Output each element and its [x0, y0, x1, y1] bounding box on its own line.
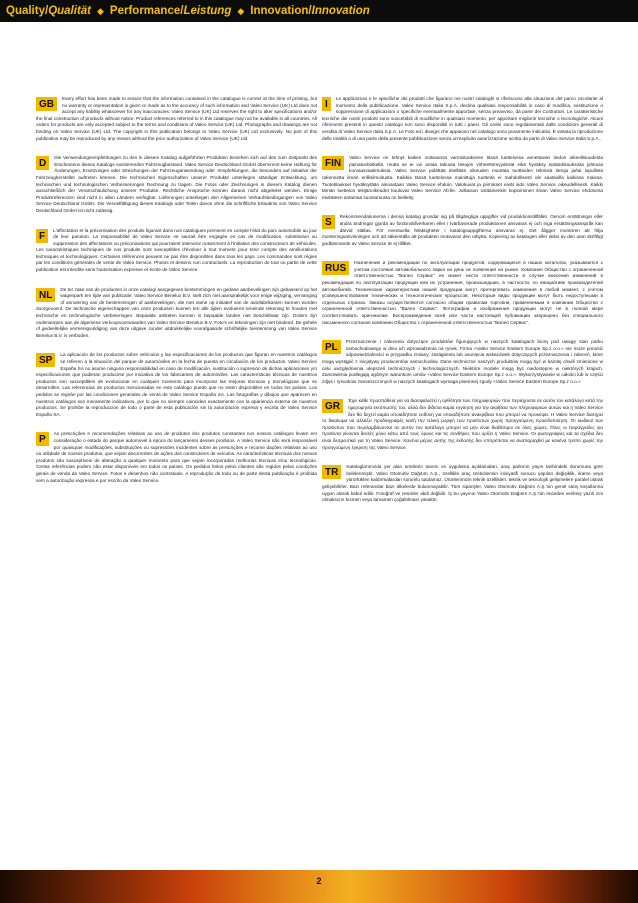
disclaimer-nl — [36, 287, 317, 340]
disclaimer-i — [322, 96, 603, 142]
language-badge: PL — [322, 340, 341, 354]
language-badge: SP — [36, 353, 55, 367]
disclaimer-gb — [36, 96, 317, 142]
disclaimer-text: La aplicación de los productos sobre vehículos y las especificaciones de los productos que figuran en nuestros catálogos se refieren a la situación del parque de automóviles en la fecha de puesta en circulación de los productos. Valeo Service España SA no asume ninguna responsabilidad en caso de modificación, sustitución o supresión de dichas aplicaciones y/o especificaciones que pudieran producirse por iniciativa de los fabricantes de automóviles. Las características técnicas de nuestros productos son susceptibles de evolucionar en cualquier momento para incorporar las mejoras técnicas y tecnológicas que se desarrollen. Las referencias de productos mencionadas en este catálogo puede que no estén disponibles en todos los países. Los pedidos se regirán por las condiciones generales de venta de Valeo Service España SA. Las fotografías y dibujos que aparecen en nuestros catálogos son meramente indicativos, por lo que no siempre coinciden exactamente con la apariencia externa de nuestros productos. Se prohíbe la reproducción de todo o parte de esta publicación sin la autorización expresa y escrita de Valeo Service España SA. — [36, 352, 317, 417]
diamond-icon: ◆ — [97, 5, 104, 16]
page-number: 2 — [316, 876, 322, 886]
disclaimer-text: Le applicazioni e le specifiche dei prodotti che figurano nei nostri cataloghi si riferiscono alla situazione del parco circolante al momento della pubblicazione. Valeo Service Italia S.p.A. declina qualsiasi responsabilità in caso di modifica, sostituzione o soppressione di applicazioni o specifiche eventualmente apportate, senza preavviso, da parte dei Costruttori. Le caratteristiche tecniche dei nostri prodotti sono suscettibili di modifiche in qualsiasi momento, per apportare migliorie tecniche o tecnologiche. Alcuni riferimenti presenti in questo catalogo non sono disponibili in tutti i paesi. Gli ordini sono regolamentati dalle condizioni generali di vendita di Valeo Service Italia S.p.A. Le Foto ed i disegni che appaiono nel catalogo sono puramente indicativi. È vietata la riproduzione delle totalità o di una parte della presente pubblicazione senza un'esplicita autorizzazione scritta da parte di Valeo Service Italia S.p.A.. — [322, 96, 603, 141]
right-column — [322, 96, 603, 517]
header-quality: Quality/Qualität — [6, 5, 91, 17]
disclaimer-tr — [322, 464, 603, 504]
disclaimer-s — [322, 214, 603, 247]
language-badge: RUS — [322, 261, 349, 275]
language-badge: TR — [322, 465, 341, 479]
disclaimer-text: Die Verwendungsempfehlungen zu den in diesem Katalog aufgeführten Produkten beziehen sich auf den zum Zeitpunkt des Erscheinens dieses Katalogs existierenden Fahrzeugbestand. Valeo Service Deutschland GmbH übernimmt keine Haftung für Änderungen, Ersetzungen oder Streichungen der Fahrzeuganwendung oder -Empfehlungen, die besonders auf Initiative der Fahrzeughersteller auftreten können. Die technischen Eigenschaften unserer Produkte unterliegen ständiger Entwicklung, um technischen und technologischen Verbesserungen Rechnung zu tragen. Die Fotos oder Zeichnungen in diesem Katalog dienen ausschließlich der Veranschaulichung unserer Produkte. Rechtliche Ansprüche können daraus nicht abgeleitet werden. Einige Produktreferenzen sind nicht in allen Ländern verfügbar. Lieferungen unterliegen den Allgemeinen Verkaufsbedingungen von Valeo Service Deutschland GmbH. Die Vervielfältigung dieses Katalogs oder Teilen davon ohne die schriftliche Erlaubnis von Valeo Service Deutschland GmbH ist nicht zulässig. — [36, 155, 317, 213]
disclaimer-f — [36, 228, 317, 274]
header-innovation: Innovation/Innovation — [250, 5, 370, 17]
disclaimer-text: Rekommendationerna i denna katalog grundar sig på tillgängliga uppgifter vid produktionstillfället. Genom ersättningar eller andra ändringar gjorda av fordonstillverkaren eller i tvärbaserade produktionen ansvaras ej och inga ersättningsanspråk kan därvid ställas. För eventuella felaktigheter i katalogsuppgifterna ansvaras ej. Det åligger montören att följa monteringsanvisningen och att säkerställa att produkten motsvarar den utbytta. Kopiering av katalogen eller delar av den utan skriftligt godkännande av Valeo Service är ej tillåtet. — [322, 214, 603, 246]
disclaimer-d — [36, 155, 317, 214]
disclaimer-rus — [322, 260, 603, 326]
disclaimer-text: Przeznaczenie i zalecenia dotyczące produktów figurujących w naszych katalogach biorą pod uwagę stan parku samochodowego w dniu ich wprowadzenia na rynek. Firma «Valeo Service Eastern Europe Sp.z o.o.» nie może ponosić odpowiedzialności w przypadku zmiany, zastąpienia lub usunięcia wskazówek dotyczących przeznaczenia i zaleceń, które mogą wystąpić z inicjatywy producentów samochodów. Dane techniczne naszych produktów mogą być w każdej chwili zmienione w celu uwzględnienia ulepszeń technicznych i technologicznych. Niektóre modele mogą być niedostępne w niektórych krajach. Zamówienia podlegają ogólnym warunkom umów «Valeo Service Eastern Europe Sp.z o.o.». Wykorzystywanie w całości lub w części zdjęć i rysunków zamieszczonych w naszych katalogach wymaga pisemnej zgody «Valeo Service Eastern Europe Sp.z o.o.» — [322, 339, 603, 384]
disclaimer-text: Έχει κάθε προσπάθεια για να διασφαλιστεί η ορθότητα των πληροφοριών που περιέχονται σε αυτόν τον κατάλογο κατά την ημερομηνία εκτύπωσής του, αλλά δεν δίδεται καμία εγγύηση για την ακρίβεια των πληροφοριών αυτών και η Valeo Service δεν θα δεχτεί καμία οποιαδήποτε ευθύνη για οποιαδήποτε ανακρίβεια που μπορεί να προκύψει. Η Valeo Service διατηρεί το δικαίωμα να αλλάζει προδιαγραφές και/ή την τελική μορφή των προϊόντων χωρίς προηγούμενη προειδοποίηση. Οι κωδικοί των προϊόντων που περιλαμβάνονται σε αυτόν τον κατάλογο μπορεί να μην είναι διαθέσιμοι σε όλες χώρες. Όλες οι παραγγελίες για προϊόντα γίνονται δεκτές μόνο κάτω από τους όρους και τις συνθήκες που ορίζει η Valeo Service. Οι φωτογραφίες και τα σχέδια δεν είναι δεσμευτικά για τη Valeo Service. Κανένα μέρος αυτής της έκδοσης δεν επιτρέπεται να αναπαραχθεί με κανένα τρόπο χωρίς την προηγούμενη έγκριση της Valeo Service. — [322, 398, 603, 450]
disclaimer-p — [36, 431, 317, 484]
disclaimer-pl — [322, 339, 603, 385]
disclaimer-text: De ter zake van de producten in onze catalogi aangegeven bestemmingen en gedane aanbevelingen zijn gebaseerd op het wagenpark ten tijde van publicatie. Valeo Service Benelux B.V. stelt zich niet aansprakelijk voor enige wijziging, vervanging of annulering van de bestemmingen of aanbevelingen, die met name op initiatief van de autofabrikanten kunnen worden doorgevoerd. De technische eigenschappen van onze producten kunnen ten alle tijden evolueren teneinde rekening te houden met technische en technologische verbeteringen. Bepaalde artikelen kunnen in bepaalde landen niet beschikbaar zijn. Orders zijn onderworpen aan de algemene verkoopvoorwaarden van Valeo Service Benelux B.V. Foto's en tekeningen zijn niet bindend. De gehele of gedeeltelijke vermenigvuldiging van deze uitgave zonder uitdrukkelijke voorafgaande schriftelijke toestemming van Valeo Service Benelux B.V. is verboden. — [36, 286, 317, 338]
disclaimer-text: Every effort has been made to ensure that the information contained in the catalogue is correct at the time of printing, but no warranty or representation is given or made as to the accuracy of such information and Valeo Service (UK) Ltd does not accept any liability whatsoever for any inaccuracies. Valeo Service (UK) Ltd reserves the right to alter specifications and/or the final construction of products without notice. Product references referred to in this catalogue may not be available in all countries. All orders for products are only accepted subject to the terms and conditions of Valeo Service (UK) Ltd. Photographs and drawings are not binding on Valeo Service (UK) Ltd. The copyright in this publication belongs to Valeo Service (UK) Ltd exclusively. No part of this publication may be reproduced by any means without the prior authorization of Valeo Service (UK) Ltd. — [36, 96, 317, 141]
disclaimer-text: L'affectation et la préconisation des produits figurant dans nos catalogues prennent en compte l'état du parc automobile au jour de leur parution. La responsabilité de Valeo Service ne saurait être engagée en cas de modification, substitution ou suppression des affectations ou préconisations qui pourraient intervenir notamment à l'initiative des constructeurs de véhicules. Les caractéristiques techniques de nos produits sont susceptibles d'évoluer à tout moment pour tenir compte des améliorations techniques et technologiques. Certaines références peuvent ne pas être disponibles dans tous les pays. Les commandes sont régies par les conditions générales de vente de Valeo Service. Photos et dessins non contractuels. La reproduction de tout ou partie de cette publication est interdite sans l'autorisation expresse et écrite de Valeo Service. — [36, 227, 317, 273]
language-badge: GB — [36, 97, 57, 111]
language-badge: D — [36, 156, 49, 170]
disclaimer-gr — [322, 398, 603, 451]
disclaimer-fin — [322, 155, 603, 201]
disclaimer-text: Kataloglarımızda yer alan ürünlerin tanımı ve uygulama açıklamaları, araç parkının yayın tarihindeki durumuna göre belirlenmiştir. Valeo Otomotiv Dağıtım A.Ş., özellikle araç üreticilerinin inisiyatifi sonucu yapılan değişiklik, ikame veya yürürlükten kaldırmalardan sorumlu tutulamaz. Ürünlerimizin teknik özellikleri, teknik ve teknolojik gelişmelere paralel olarak gelişebilirler. Bazı referanslar bazı ülkelerde bulunmayabilir. Tüm siparişler, Valeo Otomotiv Dağıtım A.Ş.'nin genel satış koşullarına uygun olarak kabul edilir. Fotoğraf ve resimler akdi değildir. İş bu yayının Valeo Otomotiv Dağıtım A.Ş.'nin önceden verilmiş yazılı izni olmaksızın kısmen veya tamamen çoğaltılması yasaktır. — [322, 464, 603, 503]
language-badge: P — [36, 432, 49, 446]
language-badge: GR — [322, 399, 343, 413]
disclaimer-text: Назначение и рекомендации по эксплуатации продуктов, содержащиеся в наших каталогах, указываются с учетом состояния автомобильного парка на день их появления на рынке. Компания Общество с ограниченной ответственностью "Валео Сервис" не может нести ответственности в случае внесения изменений в рекомендации по эксплуатации продукции или их устранения, произошедших, в частности, по инициативе производителей автомобилей. Технические характеристики нашей продукции могут претерпевать изменения в любой момент, с учетом усовершенствования технических и технологических процессов. Некоторые виды продукции могут быть недоступными в отдельных странах. Заказы осуществляются согласно общим правилам торговли, применяемым в компании Общество с ограниченной ответственностью "Валео Сервис". Фотографии и изображения продукции могут не в полной мере соответствовать оригиналам. Воспроизведение всей или части настоящей публикации запрещено без специального письменного согласия компании Общество с ограниченной ответственностью "Валео Сервис". — [322, 260, 603, 325]
header-performance: Performance/Leistung — [109, 5, 232, 17]
disclaimer-text: As prescrições e recomendações relativas ao uso de produtos dos produtos constantes nos nossos catálogos levam em consideração o estado do parque automovel à época do lançamento desses produtos. A Valeo Service não será responsável por quaisquer modificações, substituições ou supressões incidentes sobre as prescrições e recome dações relativas ao uso ou utilidade de nossos produtos, que sejam decorrentes de ações dos construtores de veículos. As características técnicas dos nossos produtos são susceptíveis de alteração a qualquer momento para que sejam incorporadas melhorias técnicas e/ou tecnológicas. Certas referências podem não estar disponíveis em todos os países. Os pedidos feitos pelos clientes são regidos pelas condições gerais de venda da Valeo Service. Fotos e desenhos não contratuais. A reprodução de todo ou de parte desta publicação é proibida sem a autorização expressa e por escrito da Valeo Service. — [36, 431, 317, 483]
language-badge: S — [322, 215, 335, 229]
disclaimer-text: Valeo Service on tehnyt kaiken voitavansa varmistuakseen tässä luettelossa annettavan tiedon oikeellisuudesta painatushetkellä, mutta se ei voi antaa takuuta tietojen virheettömyydestä eikä hyväksy epätarkkuuksista johtuvia korvausvaatimuksia. Valeo Service pidättää itsellään oikeuden muuttaa tuotteiden teknisiä tietoja ja/tai lopullista rakennetta ilman erillisilmoitusta. Kaikkia tässä luettelossa mainittuja tuotteita ei mahdollisesti ole saatavilla kaikissa maissa. Tuotetilaukset hyväksytään ainoastaan Valeo Service ehdoin. Valokuvat ja piirrokset eivät sido Valeo Service oikeudellisesti. Kaikki tämän luettelon tekijänoikeudet kuuluvat Valeo Service Ab:lle. Julkaisun osittainenkin kopioiminen ilman Valeo Service ehdotonta etukäteen antamaa suostumusta on kielletty. — [322, 155, 603, 200]
disclaimer-sp — [36, 352, 317, 418]
header-bar — [0, 0, 638, 22]
language-badge: NL — [36, 288, 55, 302]
language-badge: F — [36, 229, 48, 243]
diamond-icon: ◆ — [237, 5, 245, 16]
left-column — [36, 96, 317, 497]
language-badge: I — [322, 97, 331, 111]
footer-bar — [0, 870, 638, 903]
language-badge: FIN — [322, 156, 344, 170]
